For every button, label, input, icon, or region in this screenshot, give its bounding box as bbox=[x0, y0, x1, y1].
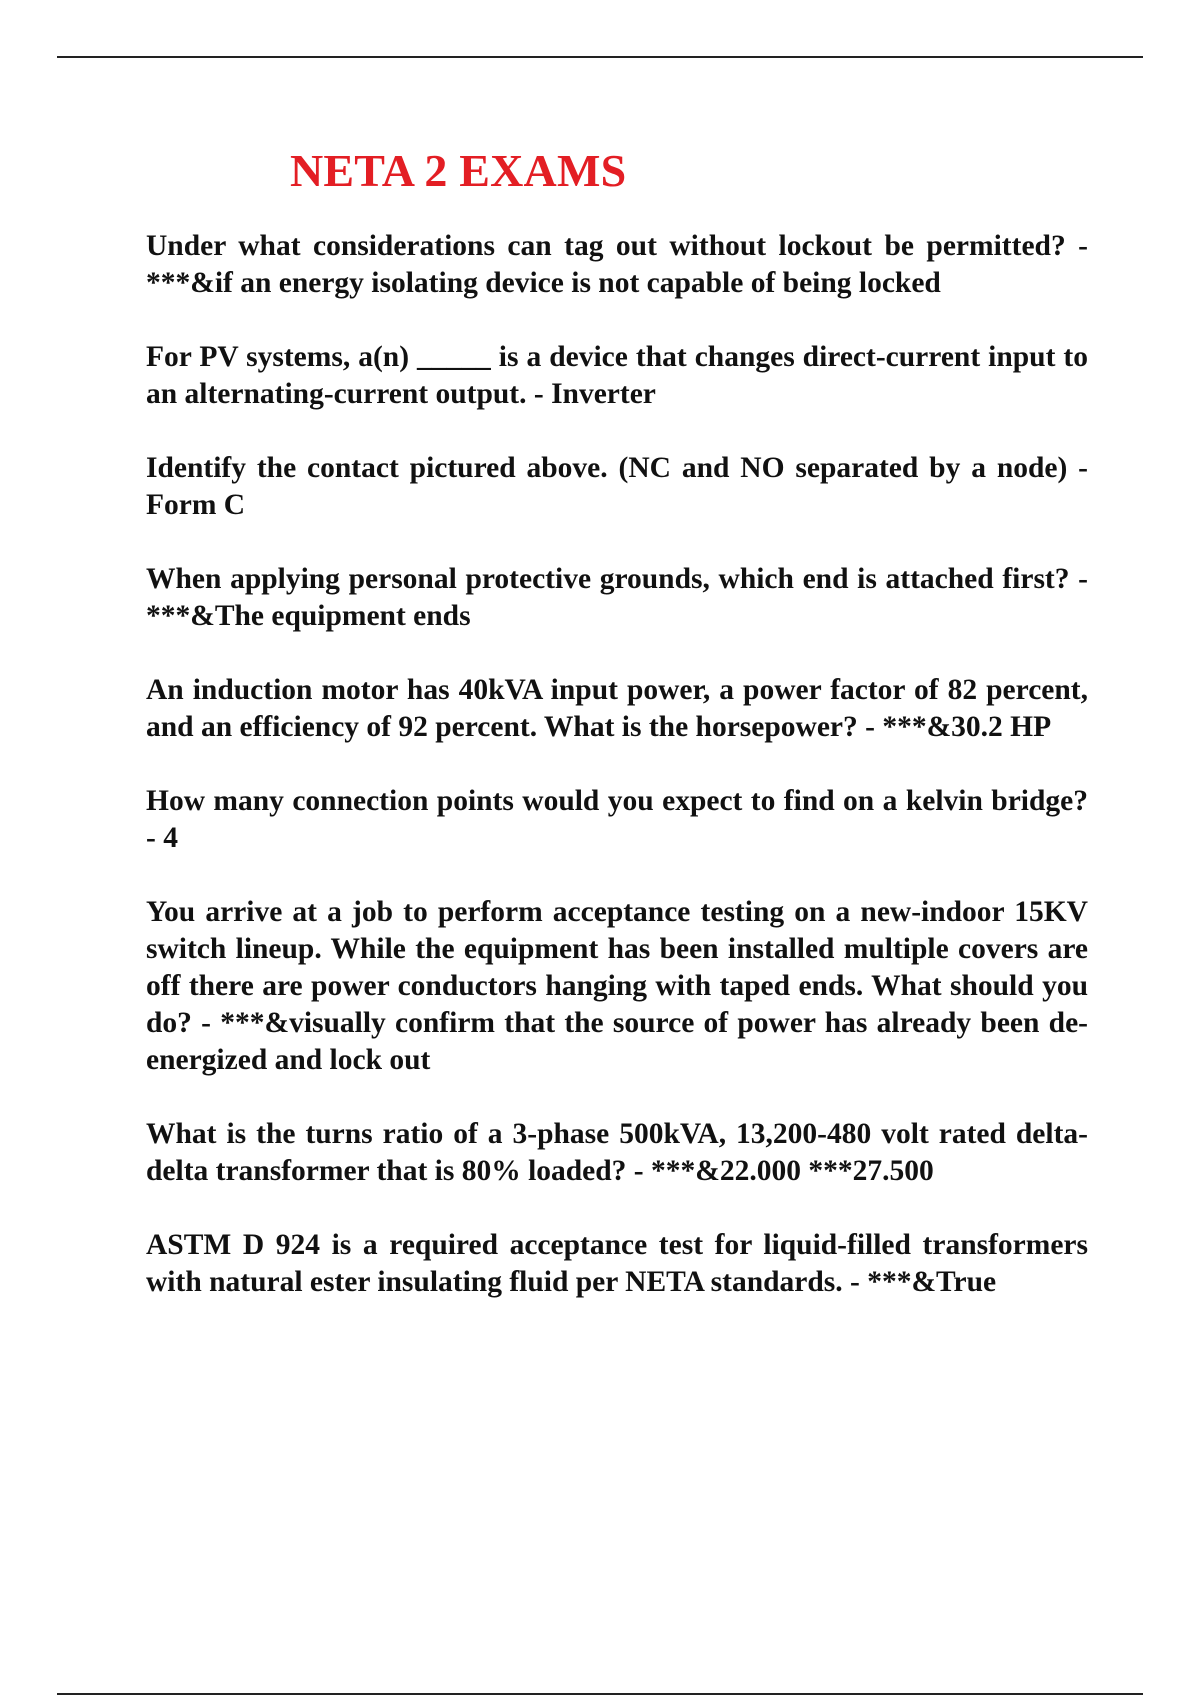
question-list bbox=[146, 228, 1088, 1338]
question-item-4: When applying personal protective grounds, which end is attached first? - ***&The equipment ends bbox=[146, 563, 1088, 632]
question-item-2: For PV systems, a(n) _____ is a device that changes direct-current input to an alternating-current output. - Inverter bbox=[146, 341, 1088, 410]
question-item-8: What is the turns ratio of a 3-phase 500kVA, 13,200-480 volt rated delta-delta transformer that is 80% loaded? - ***&22.000 ***27.500 bbox=[146, 1118, 1088, 1187]
top-rule bbox=[57, 56, 1143, 58]
question-item-5: An induction motor has 40kVA input power, a power factor of 82 percent, and an efficiency of 92 percent. What is the horsepower? - ***&30.2 HP bbox=[146, 674, 1088, 743]
bottom-rule bbox=[57, 1693, 1143, 1695]
question-item-9: ASTM D 924 is a required acceptance test for liquid-filled transformers with natural ester insulating fluid per NETA standards. - ***&True bbox=[146, 1229, 1088, 1298]
question-item-7: You arrive at a job to perform acceptance testing on a new-indoor 15KV switch lineup. While the equipment has been installed multiple covers are off there are power conductors hanging with taped ends. What should you do? - ***&visually confirm that the source of power has already been de-energized and lock out bbox=[146, 896, 1088, 1076]
question-item-3: Identify the contact pictured above. (NC and NO separated by a node) - Form C bbox=[146, 452, 1088, 521]
document-title: NETA 2 EXAMS bbox=[290, 145, 627, 196]
question-item-6: How many connection points would you expect to find on a kelvin bridge? - 4 bbox=[146, 785, 1088, 854]
question-item-1: Under what considerations can tag out without lockout be permitted? - ***&if an energy isolating device is not capable of being locked bbox=[146, 230, 1088, 299]
